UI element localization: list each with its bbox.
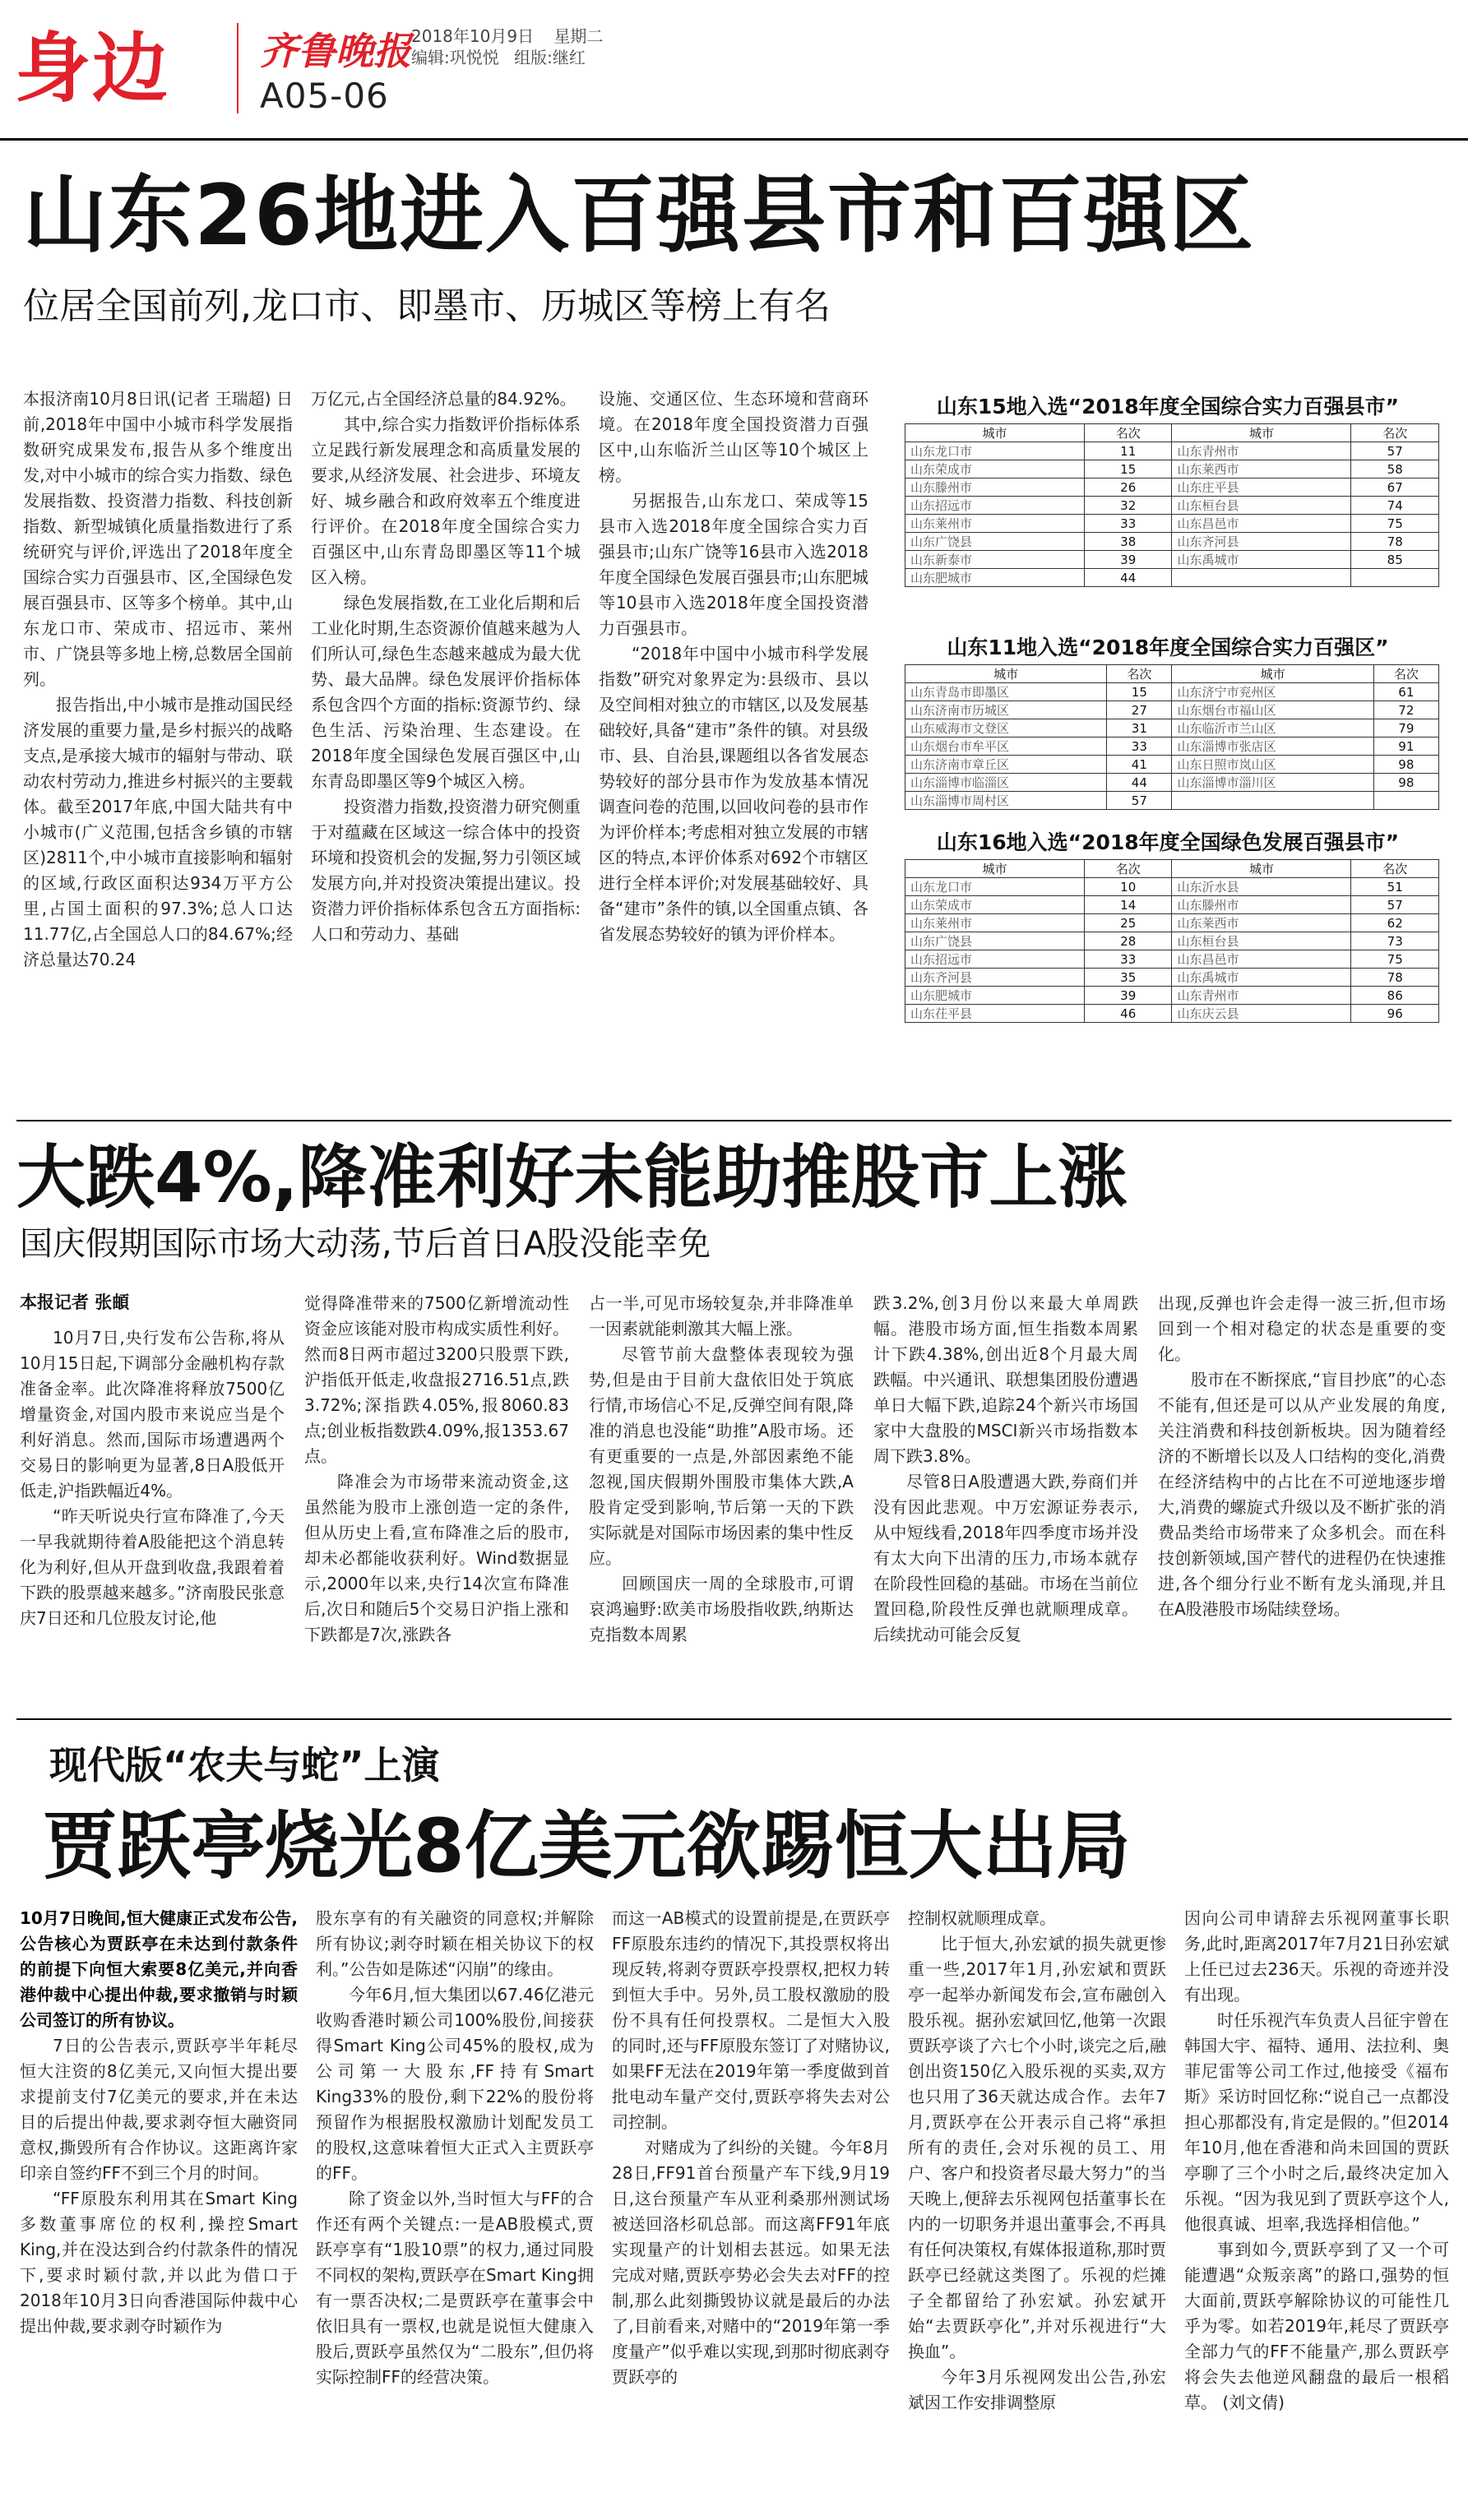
table-cell: 74	[1351, 497, 1439, 515]
table-1	[905, 423, 1439, 587]
table-cell: 山东昌邑市	[1172, 515, 1351, 533]
table-cell: 山东齐河县	[1172, 533, 1351, 551]
story3-col3-p1: 而这一AB模式的设置前提是,在贾跃亭FF原股东违约的情况下,其投票权将出现反转,将剥夺贾跃亭投票权,把权力转到恒大手中。另外,员工股权激励的股份不具有任何投票权。二是恒大入股的同时,还与FF原股东签订了对赌协议,如果FF无法在2019年第一季度做到首批电动车量产交付,贾跃亭将失去对公司控制。	[612, 1908, 890, 2132]
story1-col2-p2: 其中,综合实力指数评价指标体系立足践行新发展理念和高质量发展的要求,从经济发展、社会进步、环境友好、城乡融合和政府效率五个维度进行评价。在2018年度全国综合实力百强区中,山东青岛即墨区等11个城区入榜。	[311, 414, 581, 587]
story3-col2-p2: 今年6月,恒大集团以67.46亿港元收购香港时颖公司100%股份,间接获得Smart King公司45%的股权,成为公司第一大股东,FF持有Smart King33%的股份,剩下22%的股份将预留作为根据股权激励计划配发员工的股权,这意味着恒大正式入主贾跃亭的FF。	[316, 1985, 594, 2183]
section-rule-2	[16, 1718, 1452, 1720]
table-cell: 75	[1351, 950, 1439, 969]
story2-col2-p2: 降准会为市场带来流动资金,这虽然能为股市上涨创造一定的条件,但从历史上看,宣布降准之后的股市,却未必都能收获利好。Wind数据显示,2000年以来,央行14次宣布降准后,次日和随后5个交易日沪指上涨和下跌都是7次,涨跌各	[304, 1472, 569, 1644]
table-cell: 73	[1351, 932, 1439, 950]
table-header-cell: 城市	[905, 665, 1107, 683]
date-text: 2018年10月9日	[411, 26, 535, 46]
table-cell: 57	[1351, 896, 1439, 914]
table-header-cell: 名次	[1084, 860, 1172, 878]
story2-col5-p1: 出现,反弹也许会走得一波三折,但市场回到一个相对稳定的状态是重要的变化。	[1158, 1293, 1446, 1364]
table-row	[905, 969, 1439, 987]
table-cell: 山东龙口市	[905, 878, 1085, 896]
story1-column-2	[311, 386, 581, 1126]
table-cell: 山东广饶县	[905, 932, 1085, 950]
story3-col3-p2: 对赌成为了纠纷的关键。今年8月28日,FF91首台预量产车下线,9月19日,这台预量产车从亚利桑那州测试场被送回洛杉矶总部。而这离FF91年底实现量产的计划相去甚远。如果无法完成对赌,贾跃亭势必会失去对FF的控制,那么此刻撕毁协议就是最后的办法了,目前看来,对赌中的“2019年第一季度量产”似乎难以实现,到那时彻底剥夺贾跃亭的	[612, 2138, 890, 2387]
story2-col3-p1: 占一半,可见市场较复杂,并非降准单一因素就能刺激其大幅上涨。	[589, 1293, 854, 1339]
story2-col4-p1: 跌3.2%,创3月份以来最大单周跌幅。港股市场方面,恒生指数本周累计下跌4.38%,创出近8个月最大周跌幅。中兴通讯、联想集团股份遭遇单日大幅下跌,追踪24个新兴市场国家中大盘股的MSCI新兴市场指数本周下跌3.8%。	[873, 1293, 1138, 1466]
table-cell: 32	[1084, 497, 1172, 515]
table-cell: 57	[1351, 442, 1439, 460]
table-cell: 67	[1351, 479, 1439, 497]
table-row	[905, 442, 1439, 460]
table-header-row	[905, 424, 1439, 442]
story3-column-2	[316, 1906, 594, 2506]
table-row	[905, 1005, 1439, 1023]
table-cell: 79	[1373, 719, 1438, 738]
table-cell: 山东庄平县	[1172, 479, 1351, 497]
story3-col5-p1: 因向公司申请辞去乐视网董事长职务,此时,距离2017年7月21日孙宏斌上任已过去236天。乐视的奇迹并没有出现。	[1184, 1908, 1449, 2004]
table-cell: 山东昌邑市	[1172, 950, 1351, 969]
story3-column-1	[20, 1906, 298, 2506]
story3-column-3	[612, 1906, 890, 2506]
table-cell: 28	[1084, 932, 1172, 950]
table-cell	[1172, 569, 1351, 587]
story2-column-3	[589, 1291, 854, 1704]
table-cell: 山东威海市文登区	[905, 719, 1107, 738]
story3-col1-p2: “FF原股东利用其在Smart King多数董事席位的权利,操控Smart King,并在没达到合约付款条件的情况下,要求时颖付款,并以此为借口于2018年10月3日向香港国际仲裁中心提出仲裁,要求剥夺时颖作为	[20, 2189, 298, 2336]
table-row	[905, 460, 1439, 479]
story1-subhead: 位居全国前列,龙口市、即墨市、历城区等榜上有名	[23, 285, 831, 327]
story3-col4-p3: 今年3月乐视网发出公告,孙宏斌因工作安排调整原	[908, 2367, 1166, 2412]
story1-column-3	[599, 386, 868, 1126]
table-cell: 25	[1084, 914, 1172, 932]
table-cell: 山东禹城市	[1172, 969, 1351, 987]
table-cell: 山东淄博市周村区	[905, 792, 1107, 810]
story3-col5-p2: 时任乐视汽车负责人吕征宇曾在韩国大宇、福特、通用、法拉利、奥菲尼雷等公司工作过,他接受《福布斯》采访时回忆称:“说自己一点都没担心那都没有,肯定是假的。”但2014年10月,他在香港和尚未回国的贾跃亭聊了三个小时之后,最终决定加入乐视。“因为我见到了贾跃亭这个人,他很真诚、坦率,我选择相信他。”	[1184, 2010, 1449, 2234]
table-cell: 山东齐河县	[905, 969, 1085, 987]
story3-col2-p1: 股东享有的有关融资的同意权;并解除所有协议;剥夺时颖在相关协议下的权利。”公告如是陈述“闪崩”的缘由。	[316, 1908, 594, 1979]
table-cell: 78	[1351, 969, 1439, 987]
table-cell	[1172, 792, 1373, 810]
table-cell: 39	[1084, 551, 1172, 569]
table-cell: 11	[1084, 442, 1172, 460]
table-cell: 山东青岛市即墨区	[905, 683, 1107, 701]
section-divider	[237, 23, 238, 113]
table-cell: 85	[1351, 551, 1439, 569]
table-cell: 44	[1084, 569, 1172, 587]
table-cell: 山东济宁市兖州区	[1172, 683, 1373, 701]
table-cell: 15	[1084, 460, 1172, 479]
story3-col5-p3: 事到如今,贾跃亭到了又一个可能遭遇“众叛亲离”的路口,强势的恒大面前,贾跃亭解除协议的可能性几乎为零。如若2019年,耗尽了贾跃亭全部力气的FF不能量产,那么贾跃亭将会失去他逆风翻盘的最后一根稻草。 (刘文倩)	[1184, 2240, 1449, 2412]
table-row	[905, 683, 1439, 701]
table-cell: 山东淄博市张店区	[1172, 738, 1373, 756]
table-header-cell: 名次	[1084, 424, 1172, 442]
table-row	[905, 479, 1439, 497]
table-header-cell: 城市	[1172, 860, 1351, 878]
table-cell: 75	[1351, 515, 1439, 533]
table-row	[905, 551, 1439, 569]
table-cell: 山东新泰市	[905, 551, 1085, 569]
story1-col3-p2: 另据报告,山东龙口、荣成等15县市入选2018年度全国综合实力百强县市;山东广饶等16县市入选2018年度全国绿色发展百强县市;山东肥城等10县市入选2018年度全国投资潜力百强县市。	[599, 491, 868, 638]
story1-col1-p2: 报告指出,中小城市是推动国民经济发展的重要力量,是乡村振兴的战略支点,是承接大城市的辐射与带动、联动农村劳动力,推进乡村振兴的主要载体。截至2017年底,中国大陆共有中小城市(广义范围,包括含乡镇的市辖区)2811个,中小城市直接影响和辐射的区域,行政区面积达934万平方公里,占国土面积的97.3%;总人口达11.77亿,占全国总人口的84.67%;经济总量达70.24	[23, 695, 293, 969]
table-cell	[1373, 792, 1438, 810]
table-header-cell: 名次	[1351, 860, 1439, 878]
masthead-rule	[0, 138, 1468, 141]
table-cell: 山东禹城市	[1172, 551, 1351, 569]
table-cell: 山东荣成市	[905, 896, 1085, 914]
table-cell: 10	[1084, 878, 1172, 896]
table-row	[905, 896, 1439, 914]
table-2-title: 山东11地入选“2018年度全国综合实力百强区”	[947, 636, 1389, 659]
table-cell: 98	[1373, 756, 1438, 774]
table-row	[905, 719, 1439, 738]
table-3-title: 山东16地入选“2018年度全国绿色发展百强县市”	[936, 830, 1400, 854]
story2-col3-p3: 回顾国庆一周的全球股市,可谓哀鸿遍野:欧美市场股指收跌,纳斯达克指数本周累	[589, 1574, 854, 1644]
story2-byline: 本报记者 张頔	[20, 1292, 130, 1312]
table-cell: 96	[1351, 1005, 1439, 1023]
story2-col1-p2: “昨天听说央行宣布降准了,今天一早我就期待着A股能把这个消息转化为利好,但从开盘到收盘,我跟着着下跌的股票越来越多。”济南股民张意庆7日还和几位股友讨论,他	[20, 1506, 285, 1628]
table-cell: 山东荣成市	[905, 460, 1085, 479]
table-header-cell: 城市	[1172, 665, 1373, 683]
table-cell: 山东烟台市福山区	[1172, 701, 1373, 719]
table-cell: 山东济南市历城区	[905, 701, 1107, 719]
table-cell: 33	[1107, 738, 1172, 756]
table-cell: 山东青州市	[1172, 987, 1351, 1005]
table-cell: 26	[1084, 479, 1172, 497]
table-cell: 27	[1107, 701, 1172, 719]
table-cell: 62	[1351, 914, 1439, 932]
table-row	[905, 987, 1439, 1005]
table-row	[905, 569, 1439, 587]
table-cell: 98	[1373, 774, 1438, 792]
story3-column-4	[908, 1906, 1166, 2506]
story2-col4-p2: 尽管8日A股遭遇大跌,券商们并没有因此悲观。中万宏源证券表示,从中短线看,2018年四季度市场并没有太大向下出清的压力,市场本就存在阶段性回稳的基础。市场在当前位置回稳,阶段性反弹也就顺理成章。后续扰动可能会反复	[873, 1472, 1138, 1644]
table-row	[905, 515, 1439, 533]
page-number: A05-06	[260, 76, 389, 116]
table-cell: 46	[1084, 1005, 1172, 1023]
story3-col1-p1: 7日的公告表示,贾跃亭半年耗尽恒大注资的8亿美元,又向恒大提出要求提前支付7亿美元的要求,并在未达目的后提出仲裁,要求剥夺恒大融资同意权,撕毁所有合作协议。这距离许家印亲自签约FF不到三个月的时间。	[20, 2036, 298, 2183]
table-row	[905, 533, 1439, 551]
paper-logo: 齐鲁晚报	[260, 29, 411, 73]
table-cell: 38	[1084, 533, 1172, 551]
table-cell: 78	[1351, 533, 1439, 551]
table-2	[905, 664, 1439, 810]
table-row	[905, 932, 1439, 950]
table-cell: 35	[1084, 969, 1172, 987]
table-row	[905, 878, 1439, 896]
table-row	[905, 914, 1439, 932]
story1-col3-p3: “2018年中国中小城市科学发展指数”研究对象界定为:县级市、县以及空间相对独立的市辖区,以及发展基础较好,具备“建市”条件的镇。对县级市、县、自治县,课题组以各省发展态势较好的部分县市作为发放基本情况调查问卷的范围,以回收问卷的县市作为评价样本;考虑相对独立发展的市辖区的特点,本评价体系对692个市辖区进行全样本评价;对发展基础较好、具备“建市”条件的镇,以全国重点镇、各省发展态势较好的镇为评价样本。	[599, 644, 868, 944]
story2-column-4	[873, 1291, 1138, 1704]
table-cell: 86	[1351, 987, 1439, 1005]
story2-subhead: 国庆假期国际市场大动荡,节后首日A股没能幸免	[20, 1225, 711, 1263]
staff-line	[411, 44, 586, 68]
table-row	[905, 774, 1439, 792]
table-cell: 51	[1351, 878, 1439, 896]
table-cell: 山东滕州市	[905, 479, 1085, 497]
table-header-cell: 名次	[1107, 665, 1172, 683]
table-cell: 山东肥城市	[905, 987, 1085, 1005]
table-row	[905, 701, 1439, 719]
story2-col5-p2: 股市在不断探底,“盲目抄底”的心态不能有,但还是可以从产业发展的角度,关注消费和科技创新板块。因为随着经济的不断增长以及人口结构的变化,消费在经济结构中的占比在不可逆地逐步增大,消费的螺旋式升级以及不断扩张的消费品类给市场带来了众多机会。而在科技创新领域,国产替代的进程仍在快速推进,各个细分行业不断有龙头涌现,并且在A股港股市场陆续登场。	[1158, 1370, 1446, 1619]
table-cell: 91	[1373, 738, 1438, 756]
table-header-cell: 名次	[1351, 424, 1439, 442]
table-cell: 山东莱西市	[1172, 914, 1351, 932]
table-cell: 山东龙口市	[905, 442, 1085, 460]
table-cell: 山东莱西市	[1172, 460, 1351, 479]
table-cell: 山东桓台县	[1172, 932, 1351, 950]
story2-col2-p1: 觉得降准带来的7500亿新增流动性资金应该能对股市构成实质性利好。然而8日两市超过3200只股票下跌,沪指低开低走,收盘报2716.51点,跌3.72%;深指跌4.05%,报8060.83点;创业板指数跌4.09%,报1353.67点。	[304, 1293, 569, 1466]
masthead	[0, 0, 1468, 144]
table-cell: 山东广饶县	[905, 533, 1085, 551]
story2-col1-p1: 10月7日,央行发布公告称,将从10月15日起,下调部分金融机构存款准备金率。此次降准将释放7500亿增量资金,对国内股市来说应当是个利好消息。然而,国际市场遭遇两个交易日的影响更为显著,8日A股低开低走,沪指跌幅近4%。	[20, 1328, 285, 1500]
story2-column-2	[304, 1291, 569, 1704]
story1-col2-p3: 绿色发展指数,在工业化后期和后工业化时期,生态资源价值越来越为人们所认可,绿色生态越来越成为最大优势、最大品牌。绿色发展评价指标体系包含四个方面的指标:资源节约、绿色生活、污染治理、生态建设。在2018年度全国绿色发展百强区中,山东青岛即墨区等9个城区入榜。	[311, 593, 581, 791]
table-cell: 山东茌平县	[905, 1005, 1085, 1023]
editor-text: 编辑:巩悦悦	[411, 48, 499, 67]
issue-date	[411, 23, 603, 47]
table-cell: 山东莱州市	[905, 914, 1085, 932]
table-header-cell: 城市	[905, 424, 1085, 442]
table-row	[905, 756, 1439, 774]
table-cell: 57	[1107, 792, 1172, 810]
story1-col3-p1: 设施、交通区位、生态环境和营商环境。在2018年度全国投资潜力百强区中,山东临沂兰山区等10个城区上榜。	[599, 389, 868, 485]
story3-lead	[20, 1906, 298, 2033]
table-row	[905, 950, 1439, 969]
story3-col4-p2: 比于恒大,孙宏斌的损失就更惨重一些,2017年1月,孙宏斌和贾跃亭一起举办新闻发布会,宣布融创入股乐视。据孙宏斌回忆,他第一次跟贾跃亭谈了六七个小时,谈完之后,融创出资150亿入股乐视的买卖,双方也只用了36天就达成合作。去年7月,贾跃亭在公开表示自己将“承担所有的责任,会对乐视的员工、用户、客户和投资者尽最大努力”的当天晚上,便辞去乐视网包括董事长在内的一切职务并退出董事会,不再具有任何决策权,有媒体报道称,那时贾跃亭已经就这类图了。乐视的烂摊子全都留给了孙宏斌。孙宏斌开始“去贾跃亭化”,并对乐视进行“大换血”。	[908, 1934, 1166, 2361]
table-cell: 72	[1373, 701, 1438, 719]
layout-text: 组版:继红	[514, 48, 586, 67]
table-1-title: 山东15地入选“2018年度全国综合实力百强县市”	[936, 395, 1400, 418]
table-cell: 41	[1107, 756, 1172, 774]
table-cell: 山东青州市	[1172, 442, 1351, 460]
table-cell: 山东沂水县	[1172, 878, 1351, 896]
table-cell: 山东淄博市淄川区	[1172, 774, 1373, 792]
table-cell: 山东济南市章丘区	[905, 756, 1107, 774]
table-cell: 山东招远市	[905, 497, 1085, 515]
weekday-text: 星期二	[553, 26, 604, 46]
table-cell: 33	[1084, 515, 1172, 533]
table-cell: 山东临沂市兰山区	[1172, 719, 1373, 738]
section-title: 身边	[15, 25, 170, 113]
table-header-row	[905, 665, 1439, 683]
story3-column-5	[1184, 1906, 1449, 2506]
table-cell: 15	[1107, 683, 1172, 701]
table-cell: 山东桓台县	[1172, 497, 1351, 515]
story2-column-1	[20, 1325, 285, 1704]
table-cell: 61	[1373, 683, 1438, 701]
table-cell: 39	[1084, 987, 1172, 1005]
table-cell: 山东招远市	[905, 950, 1085, 969]
table-cell: 33	[1084, 950, 1172, 969]
table-3	[905, 859, 1439, 1023]
story3-kicker: 现代版“农夫与蛇”上演	[49, 1743, 440, 1787]
table-row	[905, 497, 1439, 515]
story1-col2-p1: 万亿元,占全国经济总量的84.92%。	[311, 389, 577, 409]
table-cell: 山东肥城市	[905, 569, 1085, 587]
story1-col2-p4: 投资潜力指数,投资潜力研究侧重于对蕴藏在区域这一综合体中的投资环境和投资机会的发掘,努力引领区域发展方向,并对投资决策提出建议。投资潜力评价指标体系包含五方面指标:人口和劳动力、基础	[311, 797, 581, 944]
table-cell: 山东滕州市	[1172, 896, 1351, 914]
story2-headline: 大跌4%,降准利好未能助推股市上涨	[16, 1137, 1128, 1218]
table-cell: 山东日照市岚山区	[1172, 756, 1373, 774]
table-row	[905, 792, 1439, 810]
table-cell: 31	[1107, 719, 1172, 738]
story1-column-1	[23, 386, 293, 1126]
table-cell: 58	[1351, 460, 1439, 479]
table-cell	[1351, 569, 1439, 587]
table-header-cell: 城市	[905, 860, 1085, 878]
table-header-row	[905, 860, 1439, 878]
table-row	[905, 738, 1439, 756]
story1-headline: 山东26地进入百强县市和百强区	[23, 167, 1255, 265]
table-cell: 44	[1107, 774, 1172, 792]
table-cell: 山东烟台市牟平区	[905, 738, 1107, 756]
story1-col1-p1: 本报济南10月8日讯(记者 王瑞超) 日前,2018年中国中小城市科学发展指数研究成果发布,报告从多个维度出发,对中小城市的综合实力指数、绿色发展指数、投资潜力指数、科技创新指数、新型城镇化质量指数进行了系统研究与评价,评选出了2018年度全国综合实力百强县市、区,全国绿色发展百强县市、区等多个榜单。其中,山东龙口市、荣成市、招远市、莱州市、广饶县等多地上榜,总数居全国前列。	[23, 389, 293, 689]
story3-lead-text: 10月7日晚间,恒大健康正式发布公告,公告核心为贾跃亭在未达到付款条件的前提下向恒大索要8亿美元,并向香港仲裁中心提出仲裁,要求撤销与时颖公司签订的所有协议。	[20, 1908, 298, 2030]
story2-col3-p2: 尽管节前大盘整体表现较为强势,但是由于目前大盘依旧处于筑底行情,市场信心不足,反弹空间有限,降准的消息也没能“助推”A股市场。还有更重要的一点是,外部因素绝不能忽视,国庆假期外围股市集体大跌,A股肯定受到影响,节后第一天的下跌实际就是对国际市场因素的集中性反应。	[589, 1344, 854, 1568]
table-cell: 山东庆云县	[1172, 1005, 1351, 1023]
table-cell: 14	[1084, 896, 1172, 914]
story3-col2-p3: 除了资金以外,当时恒大与FF的合作还有两个关键点:一是AB股模式,贾跃亭享有“1股10票”的权力,通过同股不同权的架构,贾跃亭在Smart King拥有一票否决权;二是贾跃亭在董事会中依旧具有一票权,也就是说恒大健康入股后,贾跃亭虽然仅为“二股东”,但仍将实际控制FF的经营决策。	[316, 2189, 594, 2387]
story3-col4-p1: 控制权就顺理成章。	[908, 1908, 1056, 1928]
section-rule-1	[16, 1120, 1452, 1121]
story2-column-5	[1158, 1291, 1446, 1704]
table-cell: 山东淄博市临淄区	[905, 774, 1107, 792]
table-header-cell: 城市	[1172, 424, 1351, 442]
table-header-cell: 名次	[1373, 665, 1438, 683]
table-cell: 山东莱州市	[905, 515, 1085, 533]
story3-headline: 贾跃亭烧光8亿美元欲踢恒大出局	[43, 1803, 1131, 1889]
